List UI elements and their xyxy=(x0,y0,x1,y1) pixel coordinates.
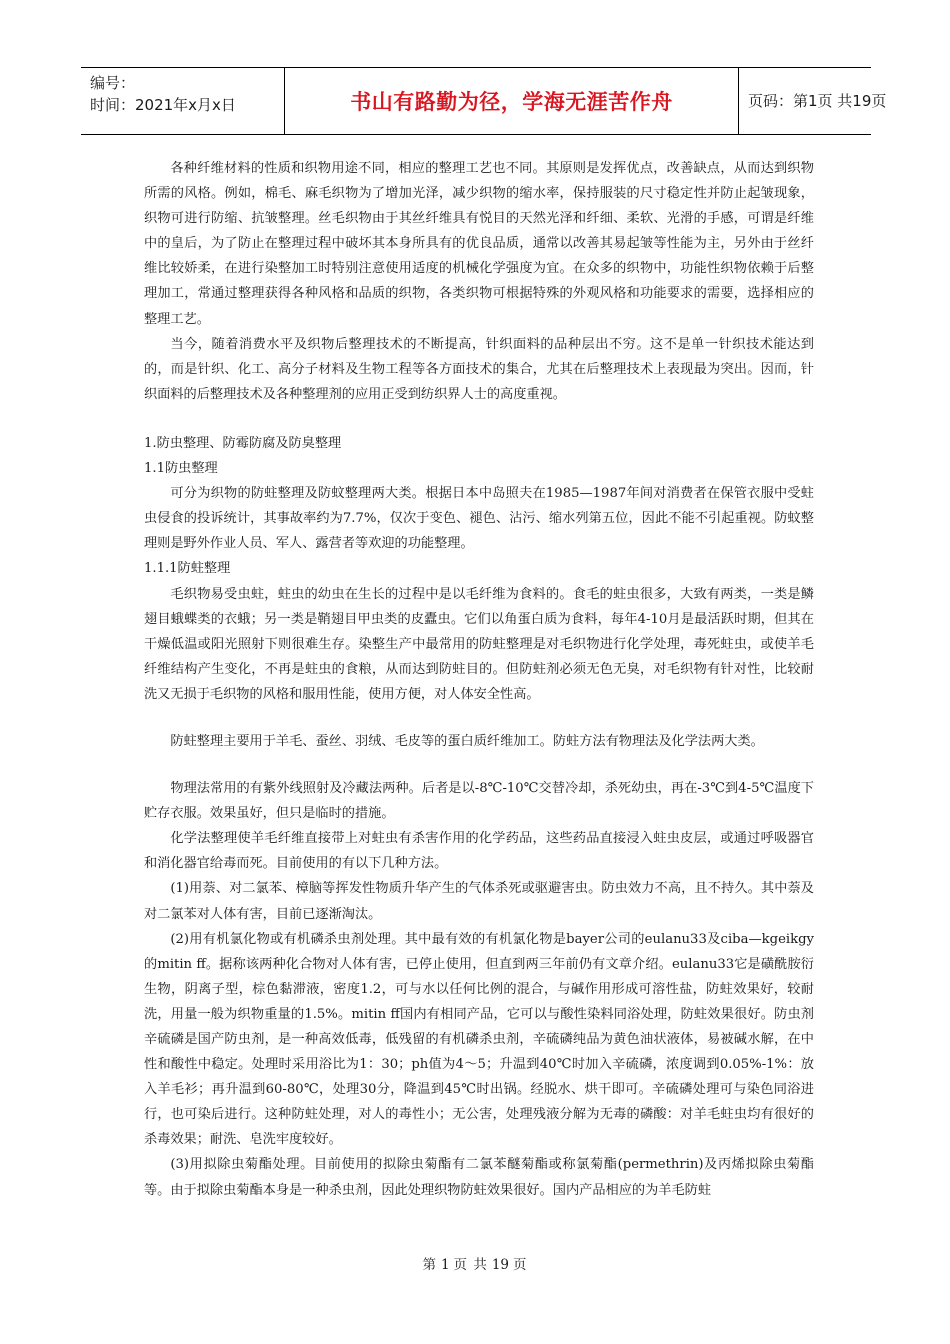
footer-total-pages: 19 xyxy=(491,1257,510,1273)
date-line: 时间：2021年x月x日 xyxy=(90,96,236,114)
footer-suffix: 页 xyxy=(513,1257,528,1273)
header-meta xyxy=(90,72,280,116)
paragraph: 可分为织物的防蛀整理及防蚊整理两大类。根据日本中岛照夫在1985—1987年间对消费者在保管衣服中受蛀虫侵食的投诉统计，其事故率约为7.7%，仅次于变色、褪色、沾污、缩水列第五位，因此不能不引起重视。防蚊整理则是野外作业人员、军人、露营者等欢迎的功能整理。 xyxy=(144,486,814,552)
section-heading: 1.防虫整理、防霉防腐及防臭整理 xyxy=(144,435,342,451)
paragraph: 各种纤维材料的性质和织物用途不同，相应的整理工艺也不同。其原则是发挥优点，改善缺点，从而达到织物所需的风格。例如，棉毛、麻毛织物为了增加光泽，减少织物的缩水率，保持服装的尺寸稳定性并防止起皱现象，织物可进行防缩、抗皱整理。丝毛织物由于其丝纤维具有悦目的天然光泽和纤细、柔软、光滑的手感，可谓是纤维中的皇后，为了防止在整理过程中破坏其本身所具有的优良品质，通常以改善其易起皱等性能为主，另外由于丝纤维比较娇柔，在进行染整加工时特别注意使用适度的机械化学强度为宜。在众多的织物中，功能性织物依赖于后整理加工，常通过整理获得各种风格和品质的织物，各类织物可根据特殊的外观风格和功能要求的需要，选择相应的整理工艺。 xyxy=(144,161,814,327)
footer-middle: 页 共 xyxy=(453,1257,488,1273)
footer-page-number: 1 xyxy=(440,1257,450,1273)
paragraph: 防蛀整理主要用于羊毛、蚕丝、羽绒、毛皮等的蛋白质纤维加工。防蛀方法有物理法及化学法两大类。 xyxy=(170,733,764,749)
document-body xyxy=(144,156,814,1203)
subsection-heading: 1.1防虫整理 xyxy=(144,461,218,477)
header-motto: 书山有路勤为径，学海无涯苦作舟 xyxy=(284,68,739,134)
paragraph: 物理法常用的有紫外线照射及冷藏法两种。后者是以-8℃-10℃交替冷却，杀死幼虫，再在-3℃到4-5℃温度下贮存衣服。效果虽好，但只是临时的措施。 xyxy=(144,781,814,822)
page-footer xyxy=(0,1253,950,1273)
footer-prefix: 第 xyxy=(422,1257,437,1273)
serial-label: 编号： xyxy=(90,74,136,92)
paragraph: (2)用有机氯化物或有机磷杀虫剂处理。其中最有效的有机氯化物是bayer公司的eulanu33及ciba—kgeikgy的mitin ff。据称该两种化合物对人体有害，已停止使用，但直到两三年前仍有文章介绍。eulanu33它是磺酰胺衍生物，阴离子型，棕色黏滞液，密度1.2，可与水以任何比例的混合，与碱作用形成可溶性盐，防蛀效果好，较耐洗，用量一般为织物重量的1.5%。mitin ff国内有相同产品，它可以与酸性染料同浴处理，防蛀效果很好。防虫剂辛硫磷是国产防虫剂，是一种高效低毒，低残留的有机磷杀虫剂，辛硫磷纯品为黄色油状液体，易被碱水解，在中性和酸性中稳定。处理时采用浴比为1：30；ph值为4～5；升温到40℃时加入辛硫磷，浓度调到0.05%-1%：放入羊毛衫；再升温到60-80℃，处理30分，降温到45℃时出锅。经脱水、烘干即可。辛硫磷处理可与染色同浴进行，也可染后进行。这种防蛀处理，对人的毒性小；无公害，处理残液分解为无毒的磷酸：对羊毛蛀虫均有很好的杀毒效果；耐洗、皂洗牢度较好。 xyxy=(144,931,814,1148)
paragraph: 当今，随着消费水平及织物后整理技术的不断提高，针织面料的品种层出不穷。这不是单一针织技术能达到的，而是针织、化工、高分子材料及生物工程等各方面技术的集合，尤其在后整理技术上表现最为突出。因而，针织面料的后整理技术及各种整理剂的应用正受到纺织界人士的高度重视。 xyxy=(144,336,814,402)
paragraph: (3)用拟除虫菊酯处理。目前使用的拟除虫菊酯有二氯苯醚菊酯或称氯菊酯(permethrin)及丙烯拟除虫菊酯等。由于拟除虫菊酯本身是一种杀虫剂，因此处理织物防蛀效果很好。国内产品相应的为羊毛防蛀 xyxy=(144,1157,814,1198)
subsubsection-heading: 1.1.1防蛀整理 xyxy=(144,561,231,577)
header-page-info: 页码：第1页 共19页 xyxy=(748,92,887,110)
paragraph: 化学法整理使羊毛纤维直接带上对蛀虫有杀害作用的化学药品，这些药品直接浸入蛀虫皮层，或通过呼吸器官和消化器官给毒而死。目前使用的有以下几种方法。 xyxy=(144,831,814,872)
page-header xyxy=(81,67,887,135)
paragraph: 毛织物易受虫蛀，蛀虫的幼虫在生长的过程中是以毛纤维为食料的。食毛的蛀虫很多，大致有两类，一类是鳞翅目蛾蝶类的衣蛾；另一类是鞘翅目甲虫类的皮蠹虫。它们以角蛋白质为食料，每年4-10月是最活跃时期，但其在干燥低温或阳光照射下则很难生存。染整生产中最常用的防蛀整理是对毛织物进行化学处理，毒死蛀虫，或使羊毛纤维结构产生变化，不再是蛀虫的食粮，从而达到防蛀目的。但防蛀剂必须无色无臭，对毛织物有针对性，比较耐洗又无损于毛织物的风格和服用性能，使用方便，对人体安全性高。 xyxy=(144,586,814,702)
paragraph: (1)用萘、对二氯苯、樟脑等挥发性物质升华产生的气体杀死或驱避害虫。防虫效力不高，且不持久。其中萘及对二氯苯对人体有害，目前已逐渐淘汰。 xyxy=(144,881,814,922)
